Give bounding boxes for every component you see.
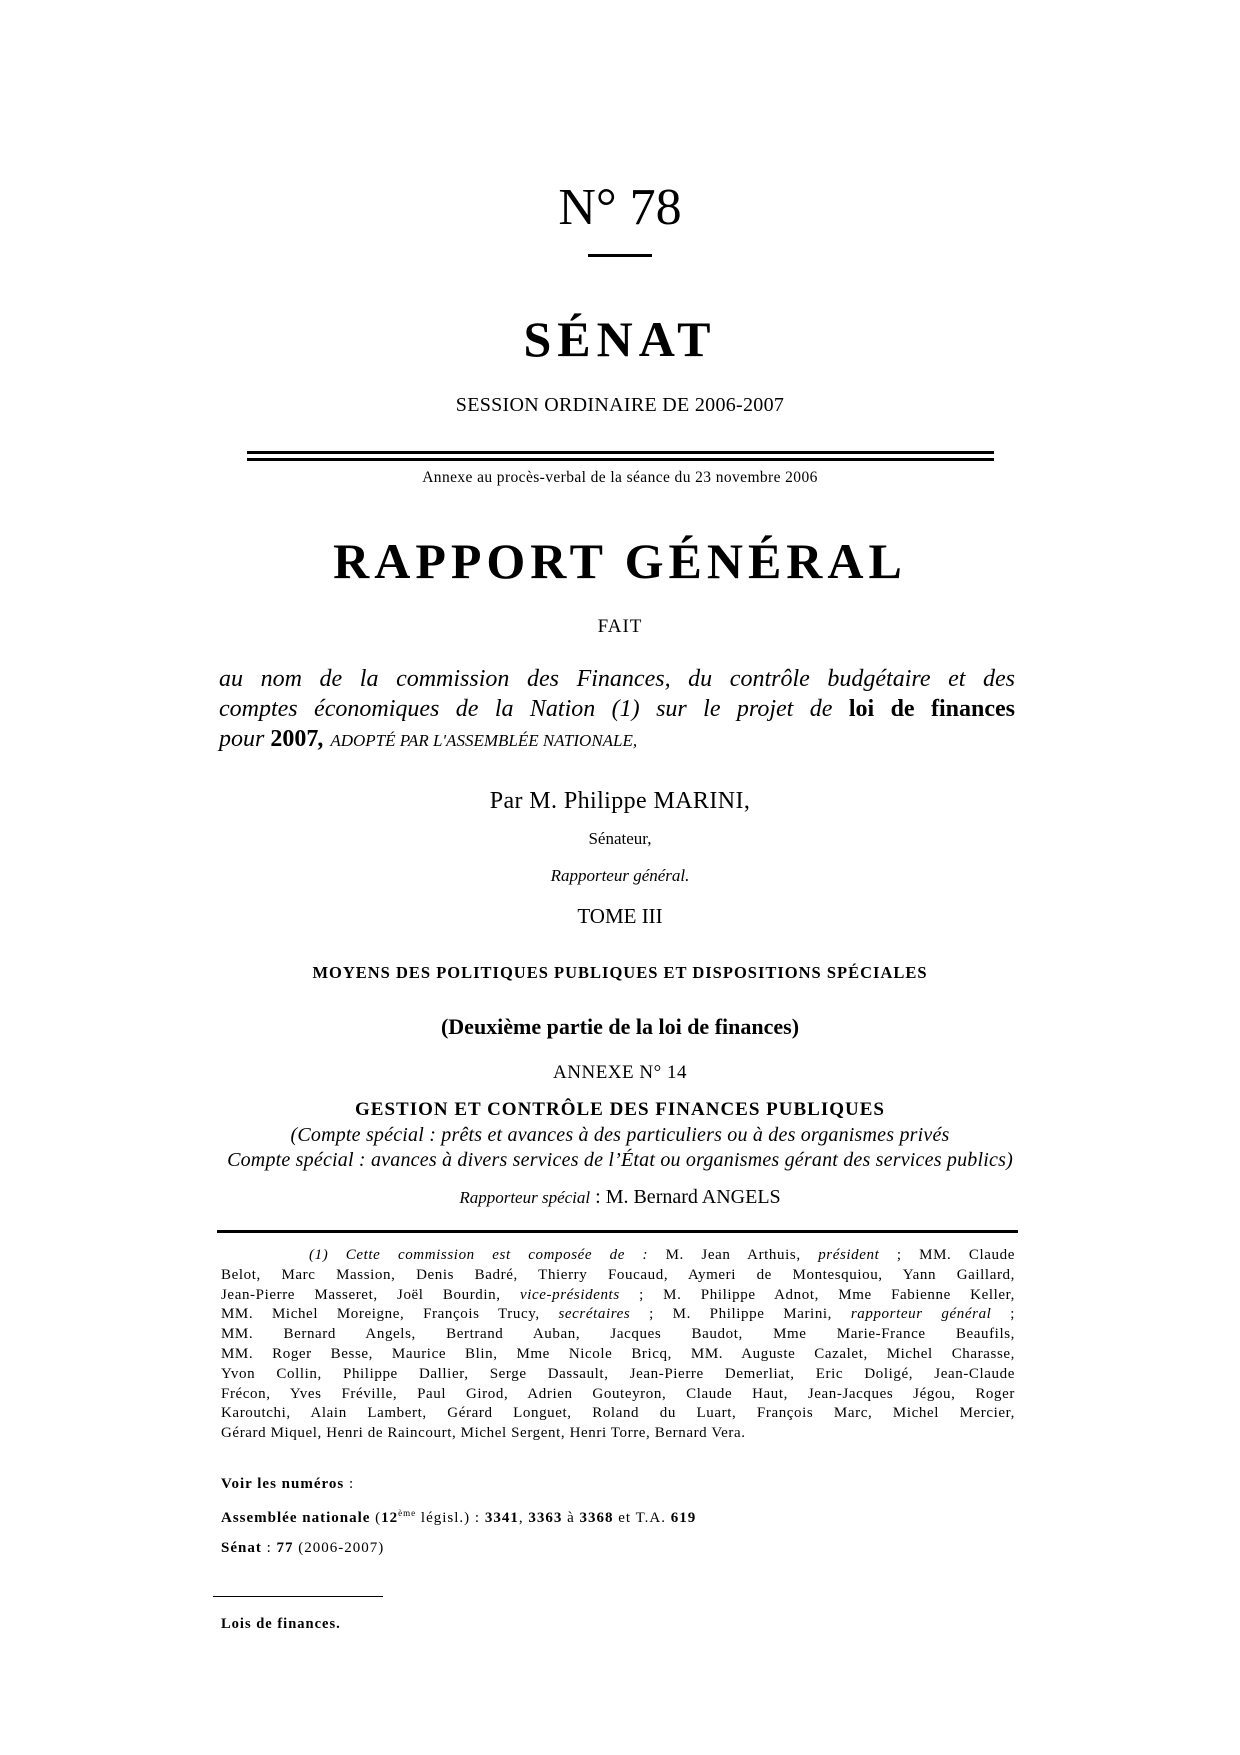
footnote-line-10: Gérard Miquel, Henri de Raincourt, Michel Sergent, Henri Torre, Bernard Vera. [221,1425,746,1442]
footnote-role: vice-présidents [519,1286,620,1303]
intro-comma: , [318,726,331,752]
intro-line-1: au nom de la commission des Finances, du contrôle budgétaire et des [219,666,1015,692]
intro-line-3-text: pour [219,726,271,752]
intro-paragraph [219,664,1015,756]
compte-special-2: Compte spécial : avances à divers services de l’État ou organismes gérant des services publics) [227,1149,1013,1171]
an-et: et T.A. [613,1510,671,1526]
footnote-text: Jean-Pierre Masseret, Joël Bourdin, [221,1286,520,1303]
an-number-3: 3368 [579,1510,614,1526]
footnote-text: ; MM. Claude [879,1247,1015,1263]
voir-sep: : [344,1476,355,1492]
part-label: (Deuxième partie de la loi de finances) [440,1014,800,1039]
senat-years: (2006-2007) [293,1540,385,1556]
double-rule-bottom [247,458,994,461]
document-number: N° 78 [558,179,682,236]
an-a: à [562,1510,580,1526]
annexe-number: ANNEXE N° 14 [553,1062,687,1083]
footnote-role: secrétaires [558,1306,631,1323]
loi-de-finances-bold: loi de finances [848,696,1015,722]
rapporteur-sep: : [590,1186,606,1208]
chamber-title: SÉNAT [523,311,717,367]
footnote-line-6: MM. Roger Besse, Maurice Blin, Mme Nicole Bricq, MM. Auguste Cazalet, Michel Charasse, [221,1345,1015,1362]
footnote-line-1 [221,1246,1015,1266]
footnote-divider [217,1230,1018,1233]
fait-label: FAIT [597,616,643,637]
rapporteur-special-line [0,1186,1240,1209]
adopte-label: ADOPTÉ PAR L'ASSEMBLÉE NATIONALE, [330,731,638,750]
tome-subject: MOYENS DES POLITIQUES PUBLIQUES ET DISPOSITIONS SPÉCIALES [312,963,928,982]
annex-proces-verbal: Annexe au procès-verbal de la séance du 23 novembre 2006 [422,469,818,486]
category-divider [213,1596,383,1597]
an-open: ( [370,1510,382,1526]
footnote-intro: (1) Cette commission est composée de : [309,1247,666,1263]
annexe-title: GESTION ET CONTRÔLE DES FINANCES PUBLIQUES [355,1099,885,1120]
footnote-name: M. Jean Arthuis, [665,1247,819,1263]
senat-number: 77 [276,1540,294,1556]
footnote-text: ; [991,1306,1015,1323]
footnote-line-8: Frécon, Yves Fréville, Paul Girod, Adrien Gouteyron, Claude Haut, Jean-Jacques Jégou, Roger [221,1385,1015,1402]
footnote-role: président [818,1247,880,1263]
footnote-line-2: Belot, Marc Massion, Denis Badré, Thierry Foucaud, Aymeri de Montesquiou, Yann Gaillard, [221,1266,1015,1283]
compte-special-1: (Compte spécial : prêts et avances à des particuliers ou à des organismes privés [290,1124,950,1146]
intro-line-2 [219,694,1015,724]
tome-label: TOME III [577,904,663,928]
footnote-line-3 [221,1286,1015,1306]
an-number-1: 3341 [484,1510,519,1526]
short-divider [588,254,652,257]
footnote-line-9: Karoutchi, Alain Lambert, Gérard Longuet, Roland du Luart, François Marc, Michel Mercier, [221,1405,1015,1422]
an-ta-number: 619 [670,1510,697,1526]
session-line: SESSION ORDINAIRE DE 2006-2007 [455,394,785,416]
double-rule-top [247,451,994,454]
an-label: Assemblée nationale [221,1510,371,1526]
footnote-line-4 [221,1305,1015,1325]
senat-label: Sénat [221,1540,262,1556]
an-legisl: législ.) : [416,1510,485,1526]
author-function: Rapporteur général. [550,866,690,885]
an-legislature: 12 [381,1510,399,1526]
assemblee-reference [221,1508,696,1527]
footnote-line-7: Yvon Collin, Philippe Dallier, Serge Dassault, Jean-Pierre Demerliat, Eric Doligé, Jean-Claude [221,1365,1015,1382]
an-number-2: 3363 [528,1510,563,1526]
rapporteur-special-label: Rapporteur spécial [459,1188,591,1207]
commission-footnote [221,1246,1015,1444]
voir-les-numeros [221,1476,354,1493]
category-label: Lois de finances. [221,1616,341,1632]
voir-label: Voir les numéros [221,1476,345,1492]
footnote-role: rapporteur général [850,1306,992,1323]
author-line: Par M. Philippe MARINI, [489,788,751,814]
rapporteur-special-name: M. Bernard ANGELS [605,1186,781,1208]
senat-reference [221,1540,384,1557]
intro-line-3 [219,724,1015,756]
year-bold: 2007 [270,726,319,752]
footnote-text: MM. Michel Moreigne, François Trucy, [221,1306,559,1323]
footnote-line-5: MM. Bernard Angels, Bertrand Auban, Jacques Baudot, Mme Marie-France Beaufils, [221,1326,1015,1343]
author-role: Sénateur, [588,829,652,848]
footnote-text: ; M. Philippe Adnot, Mme Fabienne Keller, [619,1286,1015,1303]
footnote-text: ; M. Philippe Marini, [630,1306,851,1323]
intro-line-2-text: comptes économiques de la Nation (1) sur le projet de [219,696,849,722]
an-superscript: ème [398,1508,417,1518]
senat-sep: : [261,1540,277,1556]
an-comma: , [518,1510,529,1526]
report-title: RAPPORT GÉNÉRAL [333,533,907,589]
